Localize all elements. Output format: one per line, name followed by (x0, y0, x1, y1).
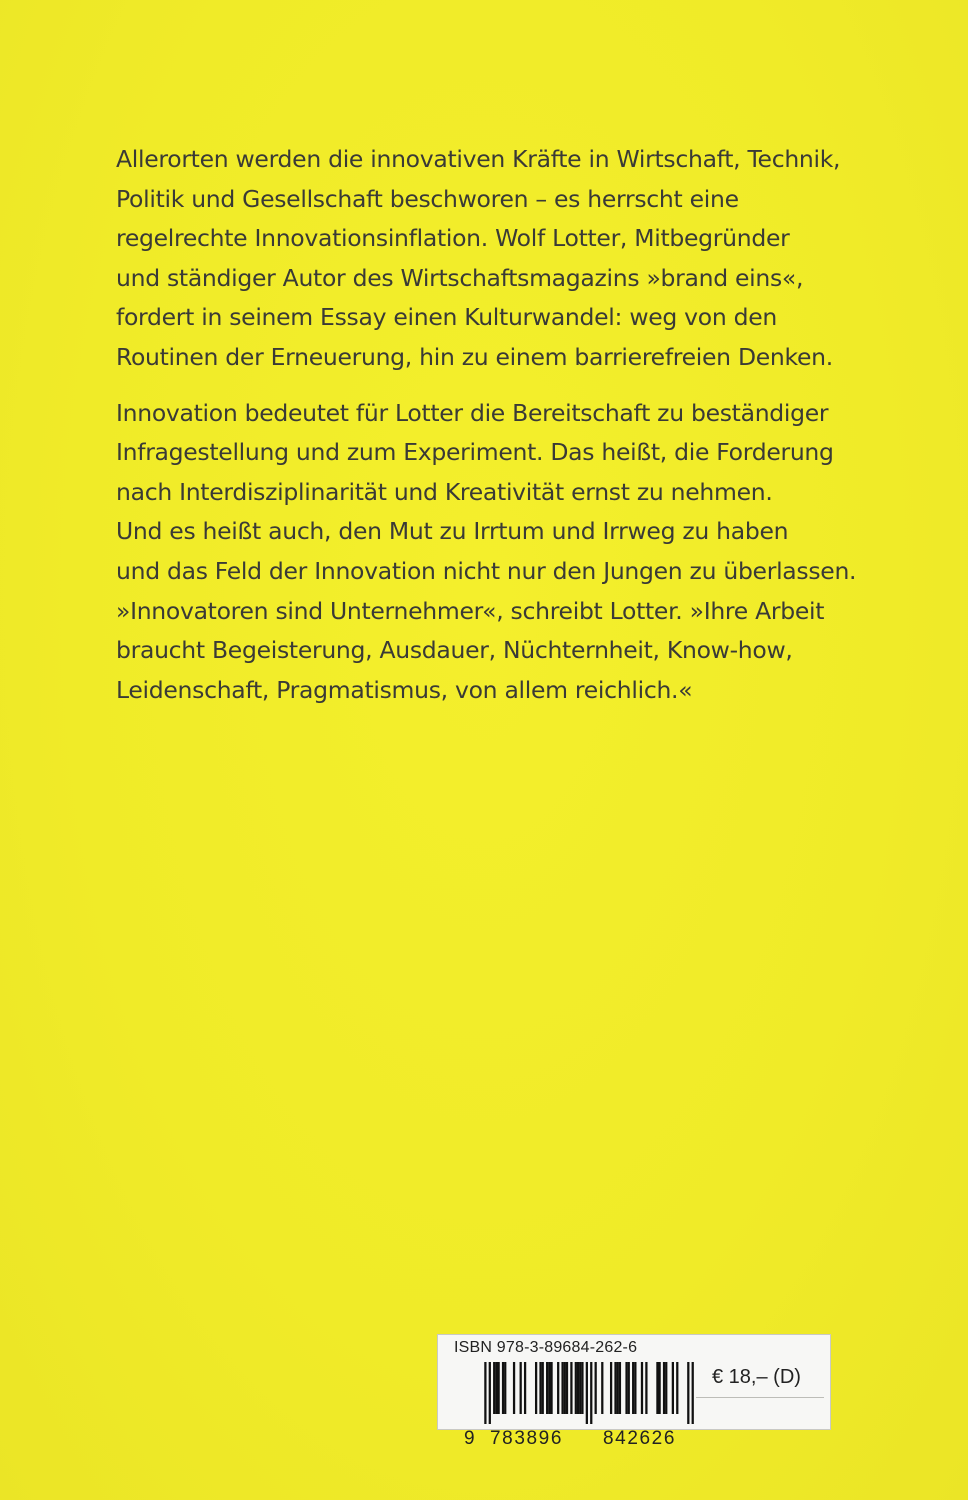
blurb-line: Leidenschaft, Pragmatismus, von allem reichlich.« (116, 675, 693, 704)
blurb-line: Und es heißt auch, den Mut zu Irrtum und Irrweg zu haben (116, 517, 789, 546)
barcode-bar (595, 1362, 597, 1414)
barcode-bar (617, 1362, 619, 1414)
barcode-bars (460, 1362, 696, 1424)
barcode-bar (632, 1362, 634, 1414)
barcode-bar (539, 1362, 541, 1414)
barcode-bar (575, 1362, 577, 1414)
barcode-bar (557, 1362, 559, 1414)
isbn-label: ISBN 978-3-89684-262-6 (454, 1339, 638, 1356)
barcode-bar (672, 1362, 674, 1414)
blurb-line: Allerorten werden die innovativen Kräfte in Wirtschaft, Technik, (116, 145, 841, 173)
barcode-bar (665, 1362, 667, 1414)
blurb-line: fordert in seinem Essay einen Kulturwandel: weg von den (116, 303, 777, 332)
barcode-bar (687, 1362, 689, 1424)
price-divider (696, 1397, 824, 1398)
barcode-bar (561, 1362, 563, 1414)
barcode-bar (577, 1362, 579, 1414)
barcode-bar (548, 1362, 550, 1414)
barcode-sticker (437, 1334, 831, 1449)
barcode-bar (489, 1362, 491, 1424)
barcode-bar (566, 1362, 568, 1414)
barcode-bar (513, 1362, 515, 1414)
barcode-bar (550, 1362, 552, 1414)
barcode-lead-digit: 9 (464, 1428, 475, 1449)
barcode-left-digits: 783896 (490, 1428, 564, 1449)
barcode-bar (504, 1362, 506, 1414)
blurb-line: »Innovatoren sind Unternehmer«, schreibt Lotter. »Ihre Arbeit (116, 596, 825, 625)
blurb-line: nach Interdisziplinarität und Kreativität ernst zu nehmen. (116, 477, 773, 506)
barcode-bar (581, 1362, 583, 1414)
barcode-bar (625, 1362, 627, 1414)
barcode-bar (692, 1362, 694, 1424)
barcode-bar (564, 1362, 566, 1414)
barcode-bar (502, 1362, 504, 1414)
barcode-bar (498, 1362, 500, 1414)
blurb-line: Innovation bedeutet für Lotter die Bereitschaft zu beständiger (116, 398, 829, 427)
barcode-bar (656, 1362, 658, 1414)
barcode-right-digits: 842626 (603, 1428, 677, 1449)
blurb-line: und das Feld der Innovation nicht nur den Jungen zu überlassen. (116, 556, 857, 585)
blurb-line: Infragestellung und zum Experiment. Das heißt, die Forderung (116, 438, 834, 467)
barcode-bar (628, 1362, 630, 1414)
barcode-bar (610, 1362, 612, 1414)
barcode-bar (535, 1362, 537, 1414)
barcode-bar (641, 1362, 643, 1414)
blurb-line: braucht Begeisterung, Ausdauer, Nüchternheit, Know-how, (116, 636, 793, 665)
barcode-bar (601, 1362, 603, 1414)
barcode-bar (493, 1362, 495, 1414)
barcode-bar (546, 1362, 548, 1414)
barcode-bar (663, 1362, 665, 1414)
barcode-bar (542, 1362, 544, 1414)
blurb-line: regelrechte Innovationsinflation. Wolf Lotter, Mitbegründer (116, 224, 790, 253)
barcode (460, 1362, 696, 1449)
price-label: € 18,– (D) (712, 1366, 801, 1388)
blurb-text (116, 140, 856, 726)
barcode-bar (645, 1362, 647, 1414)
barcode-bar (524, 1362, 526, 1414)
barcode-bar (614, 1362, 616, 1414)
barcode-bar (590, 1362, 592, 1424)
barcode-bar (520, 1362, 522, 1414)
barcode-bar (484, 1362, 486, 1424)
blurb-line: Routinen der Erneuerung, hin zu einem barrierefreien Denken. (116, 342, 833, 371)
blurb-line: Politik und Gesellschaft beschworen – es herrscht eine (116, 184, 739, 213)
blurb-paragraph-2 (116, 394, 856, 711)
blurb-line: und ständiger Autor des Wirtschaftsmagazins »brand eins«, (116, 263, 804, 292)
barcode-bar (579, 1362, 581, 1414)
barcode-bar (495, 1362, 497, 1414)
barcode-bar (634, 1362, 636, 1414)
barcode-bar (586, 1362, 588, 1424)
blurb-paragraph-1 (116, 140, 856, 378)
barcode-bar (570, 1362, 572, 1414)
barcode-bar (659, 1362, 661, 1414)
barcode-bar (619, 1362, 621, 1414)
barcode-bar (676, 1362, 678, 1414)
